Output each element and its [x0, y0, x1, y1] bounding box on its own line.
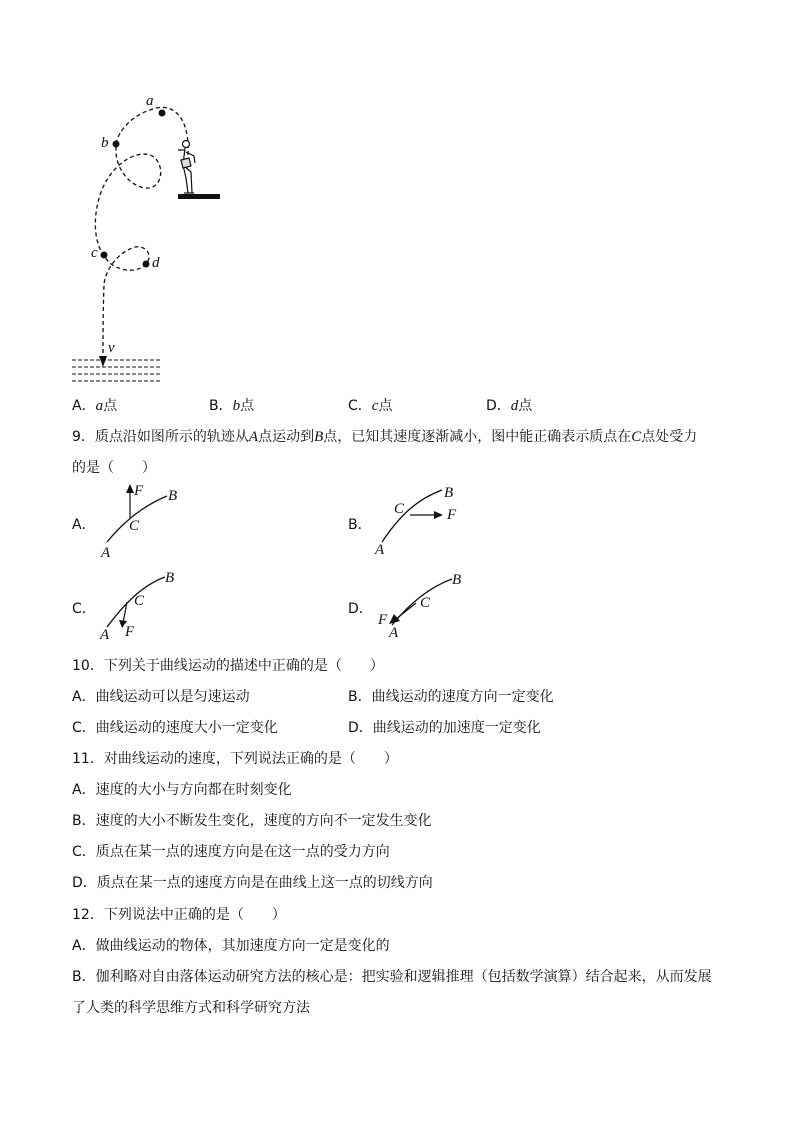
q10-stem: 10．下列关于曲线运动的描述中正确的是（ ）: [72, 658, 384, 674]
label-c: c: [91, 245, 98, 261]
q10-option-a[interactable]: A．曲线运动可以是匀速运动: [72, 689, 250, 705]
q12-option-b[interactable]: B．伽利略对自由落体运动研究方法的核心是：把实验和逻辑推理（包括数学演算）结合起来，从而发展: [72, 969, 712, 985]
q9d-label-c: C: [420, 595, 431, 611]
q9c-label-b: B: [165, 570, 175, 586]
q11-option-d[interactable]: D．质点在某一点的速度方向是在曲线上这一点的切线方向: [72, 875, 433, 891]
q9c-label-c: C: [134, 593, 145, 609]
q9a-label-c: C: [129, 518, 140, 534]
q9-figure-a: [95, 480, 205, 560]
label-a: a: [146, 93, 154, 109]
q11-option-b[interactable]: B．速度的大小不断发生变化，速度的方向不一定发生变化: [72, 813, 432, 829]
q9-figure-b: [370, 480, 480, 560]
q9b-label-f: F: [447, 507, 457, 523]
q9a-label-b: B: [168, 488, 178, 504]
point-d-dot: [143, 261, 150, 268]
q11-option-a[interactable]: A．速度的大小与方向都在时刻变化: [72, 782, 292, 798]
velocity-arrowhead: [99, 356, 107, 367]
q9d-label-b: B: [452, 572, 462, 588]
q9a-label-a: A: [101, 545, 111, 561]
diver-figure: [178, 141, 195, 194]
q8-option-b[interactable]: B．b点: [209, 398, 255, 414]
q8-option-a[interactable]: A．a点: [72, 398, 118, 414]
q12-option-b-cont: 了人类的科学思维方式和科学研究方法: [72, 1000, 310, 1016]
label-d: d: [152, 255, 160, 271]
diving-board: [178, 194, 220, 199]
q9-figure-c: [95, 565, 205, 645]
q9b-label-a: A: [375, 542, 385, 558]
q8-option-c[interactable]: C．c点: [348, 398, 393, 414]
q11-option-c[interactable]: C．质点在某一点的速度方向是在这一点的受力方向: [72, 844, 390, 860]
q9-option-b-label[interactable]: B．: [348, 517, 372, 533]
q9d-label-a: A: [389, 625, 399, 641]
q9b-label-b: B: [444, 485, 454, 501]
label-v: v: [108, 340, 115, 356]
q10-option-d[interactable]: D．曲线运动的加速度一定变化: [348, 720, 541, 736]
point-b-dot: [113, 141, 120, 148]
water-surface: [72, 360, 162, 381]
q9-option-c-label[interactable]: C．: [72, 601, 96, 617]
q9b-label-c: C: [394, 501, 405, 517]
q12-stem: 12．下列说法中正确的是（ ）: [72, 907, 286, 923]
point-a-dot: [159, 110, 166, 117]
q11-stem: 11．对曲线运动的速度，下列说法正确的是（ ）: [72, 751, 398, 767]
q9-stem-line2: 的是（ ）: [72, 460, 156, 476]
q9a-label-f: F: [134, 483, 144, 499]
q9c-label-a: A: [100, 627, 110, 643]
q9-stem-line1: 9．质点沿如图所示的轨迹从A点运动到B点，已知其速度逐渐减小，图中能正确表示质点在C点处受力: [72, 429, 698, 445]
diver-trajectory-diagram: [0, 0, 794, 400]
q10-option-c[interactable]: C．曲线运动的速度大小一定变化: [72, 720, 278, 736]
label-b: b: [101, 135, 109, 151]
q8-option-d[interactable]: D．d点: [486, 398, 533, 414]
q10-option-b[interactable]: B．曲线运动的速度方向一定变化: [348, 689, 554, 705]
point-c-dot: [101, 252, 108, 259]
q12-option-a[interactable]: A．做曲线运动的物体，其加速度方向一定是变化的: [72, 938, 390, 954]
trajectory-path: [95, 107, 188, 362]
q9c-label-f: F: [125, 624, 135, 640]
q9-option-d-label[interactable]: D．: [348, 601, 373, 617]
q9-option-a-label[interactable]: A．: [72, 517, 96, 533]
q9d-label-f: F: [378, 612, 388, 628]
